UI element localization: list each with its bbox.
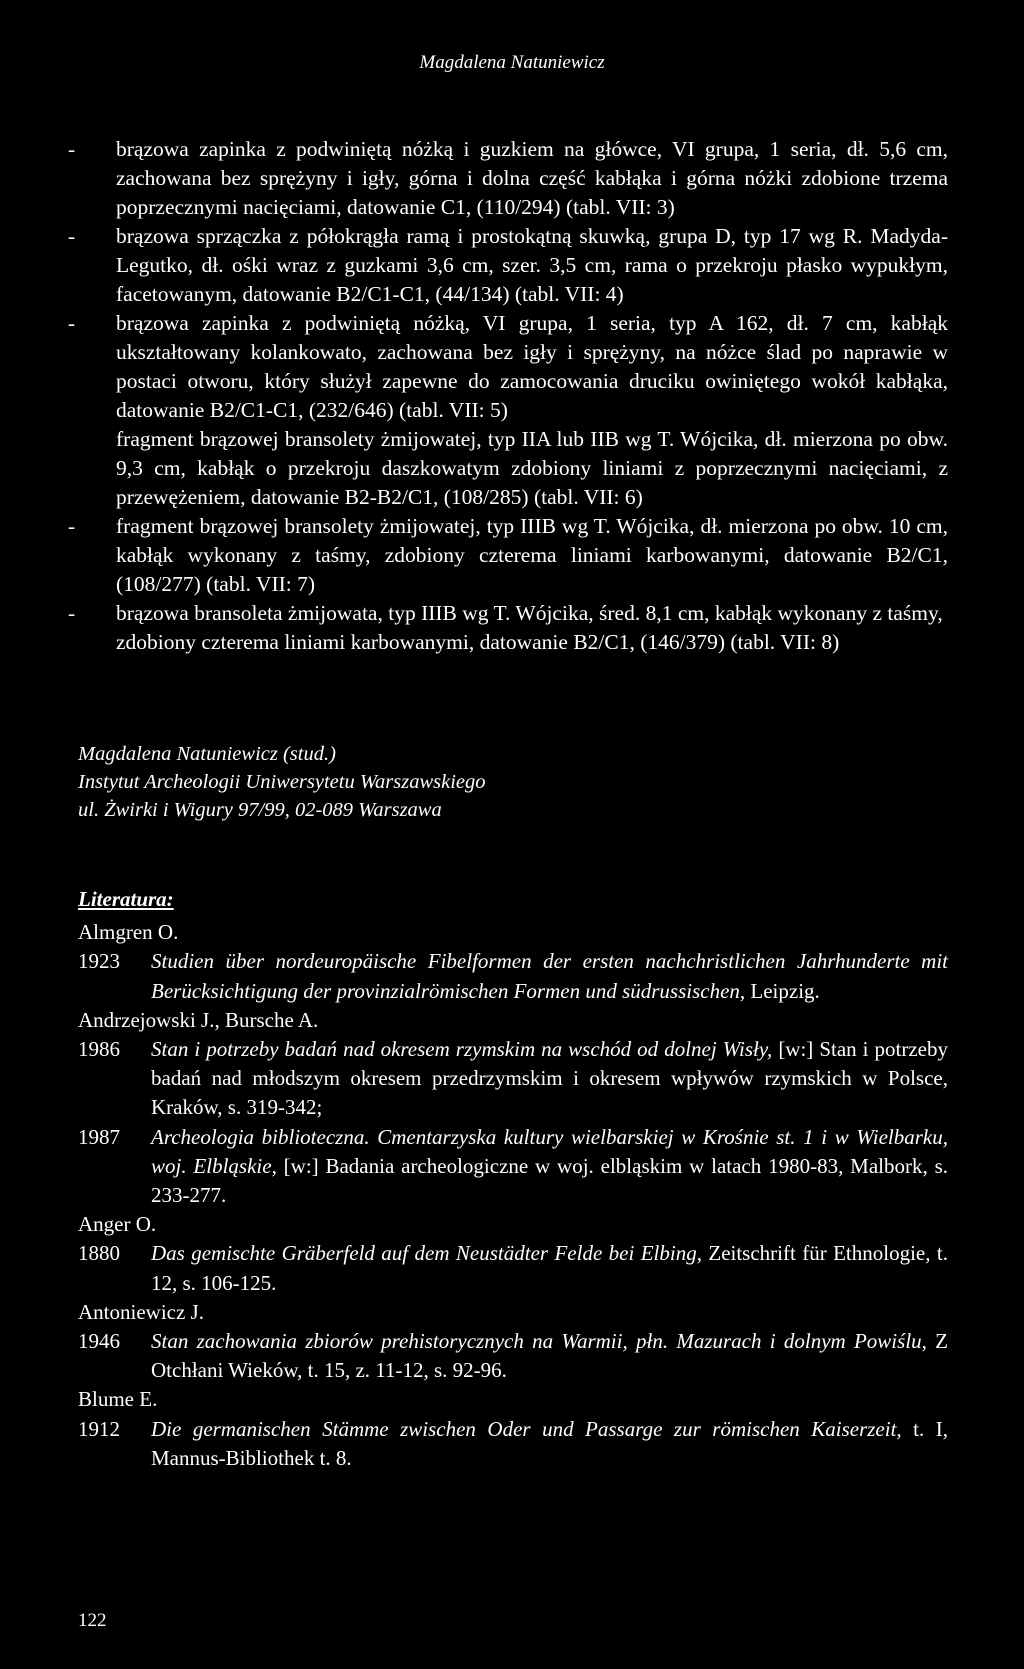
list-dash: - [68, 224, 76, 248]
artifact-list [68, 135, 948, 657]
entry-text: brązowa zapinka z podwiniętą nóżką, VI grupa, 1 seria, typ A 162, dł. 7 cm, kabłąk ukształtowany kolankowato, zachowana bez igły i sprężyny, na nóżce ślad po naprawie w postaci otworu, który służył zapewne do zamocowania druciku owiniętego wokół kabłąka, datowanie B2/C1-C1, (232/646) (tabl. VII: 5) [116, 311, 948, 422]
artifact-entry [68, 135, 948, 222]
lit-item [78, 1415, 948, 1473]
lit-item [78, 1327, 948, 1385]
literature-section [78, 885, 948, 1473]
lit-rest: Leipzig. [745, 978, 820, 1003]
lit-title: Archeologia biblioteczna. Cmentarzyska kultury wielbarskiej w Krośnie st. 1 i w Wielbarku, woj. Elbląskie, [151, 1124, 948, 1178]
artifact-entry [68, 309, 948, 425]
artifact-entry [68, 599, 948, 628]
lit-title: Stan i potrzeby badań nad okresem rzymskim na wschód od dolnej Wisły, [151, 1037, 773, 1062]
lit-year: 1880 [78, 1241, 120, 1266]
entry-text: brązowa zapinka z podwiniętą nóżką i guzkiem na główce, VI grupa, 1 seria, dł. 5,6 cm, zachowana bez sprężyny i igły, górna i dolna część kabłąka i górna nóżki zdobione trzema poprzecznymi nacięciami, datowanie C1, (110/294) (tabl. VII: 3) [116, 137, 948, 219]
entry-text: fragment brązowej bransolety żmijowatej, typ IIIB wg T. Wójcika, dł. mierzona po obw. 10 cm, kabłąk wykonany z taśmy, zdobiony czterema liniami karbowanymi, datowanie B2/C1, (108/277) (tabl. VII: 7) [116, 514, 948, 596]
lit-item [78, 947, 948, 1005]
lit-year: 1987 [78, 1124, 120, 1149]
lit-rest: Z Otchłani Wieków, t. 15, z. 11-12, s. 92-96. [151, 1329, 949, 1383]
lit-rest: [w:] Stan i potrzeby badań nad młodszym okresem przedrzymskim i okresem wpływów rzymskich w Polsce, Kraków, s. 319-342; [151, 1037, 948, 1120]
lit-title: Stan zachowania zbiorów prehistorycznych na Warmii, płn. Mazurach i dolnym Powiślu, [151, 1329, 927, 1354]
artifact-entry-continuation [68, 628, 948, 657]
lit-year: 1923 [78, 949, 120, 974]
entry-text: fragment brązowej bransolety żmijowatej, typ IIA lub IIB wg T. Wójcika, dł. mierzona po obw. 9,3 cm, kabłąk o przekroju daszkowatym zdobiony liniami z poprzecznymi nacięciami, z przewężeniem, datowanie B2-B2/C1, (108/285) (tabl. VII: 6) [116, 427, 948, 509]
lit-rest: Zeitschrift für Ethnologie, t. 12, s. 106-125. [151, 1241, 948, 1295]
entry-text: brązowa bransoleta żmijowata, typ IIIB wg T. Wójcika, śred. 8,1 cm, kabłąk wykonany z taśmy, [116, 601, 943, 625]
author-institution: Instytut Archeologii Uniwersytetu Warszawskiego [78, 771, 486, 793]
lit-author: Andrzejowski J., Bursche A. [78, 1007, 319, 1032]
lit-author: Blume E. [78, 1387, 158, 1412]
author-name: Magdalena Natuniewicz (stud.) [78, 743, 336, 765]
artifact-entry [68, 425, 948, 512]
lit-item [78, 1239, 948, 1297]
lit-rest: t. I, Mannus-Bibliothek t. 8. [151, 1416, 949, 1470]
lit-title: Studien über nordeuropäische Fibelformen der ersten nachchristlichen Jahrhunderte mit Berücksichtigung der provinzialrömischen Formen und südrussischen, [151, 949, 948, 1003]
list-dash: - [68, 311, 76, 335]
artifact-entry [68, 222, 948, 309]
lit-author: Antoniewicz J. [78, 1299, 204, 1324]
running-header: Magdalena Natuniewicz [419, 52, 605, 73]
entry-text: brązowa sprzączka z półokrągła ramą i prostokątną skuwką, grupa D, typ 17 wg R. Madyda-Legutko, dł. ośki wraz z guzkami 3,6 cm, szer. 3,5 cm, rama o przekroju płasko wypukłym, facetowanym, datowanie B2/C1-C1, (44/134) (tabl. VII: 4) [116, 224, 948, 306]
author-address: ul. Żwirki i Wigury 97/99, 02-089 Warszawa [78, 799, 442, 821]
list-dash: - [68, 514, 76, 538]
literature-heading: Literatura: [78, 887, 174, 911]
lit-title: Die germanischen Stämme zwischen Oder und Passarge zur römischen Kaiserzeit, [151, 1416, 902, 1441]
entry-text: zdobiony czterema liniami karbowanymi, datowanie B2/C1, (146/379) (tabl. VII: 8) [116, 630, 840, 654]
list-dash: - [68, 601, 76, 625]
lit-year: 1946 [78, 1329, 120, 1354]
lit-author: Anger O. [78, 1212, 157, 1237]
list-dash: - [68, 137, 76, 161]
lit-year: 1986 [78, 1037, 120, 1062]
lit-item [78, 1123, 948, 1211]
lit-item [78, 1035, 948, 1123]
lit-title: Das gemischte Gräberfeld auf dem Neustädter Felde bei Elbing, [151, 1241, 702, 1266]
artifact-entry [68, 512, 948, 599]
lit-rest: [w:] Badania archeologiczne w woj. elbląskim w latach 1980-83, Malbork, s. 233-277. [151, 1153, 948, 1208]
lit-author: Almgren O. [78, 920, 179, 945]
page-number: 122 [78, 1610, 107, 1631]
author-block [78, 740, 486, 824]
lit-year: 1912 [78, 1416, 120, 1441]
